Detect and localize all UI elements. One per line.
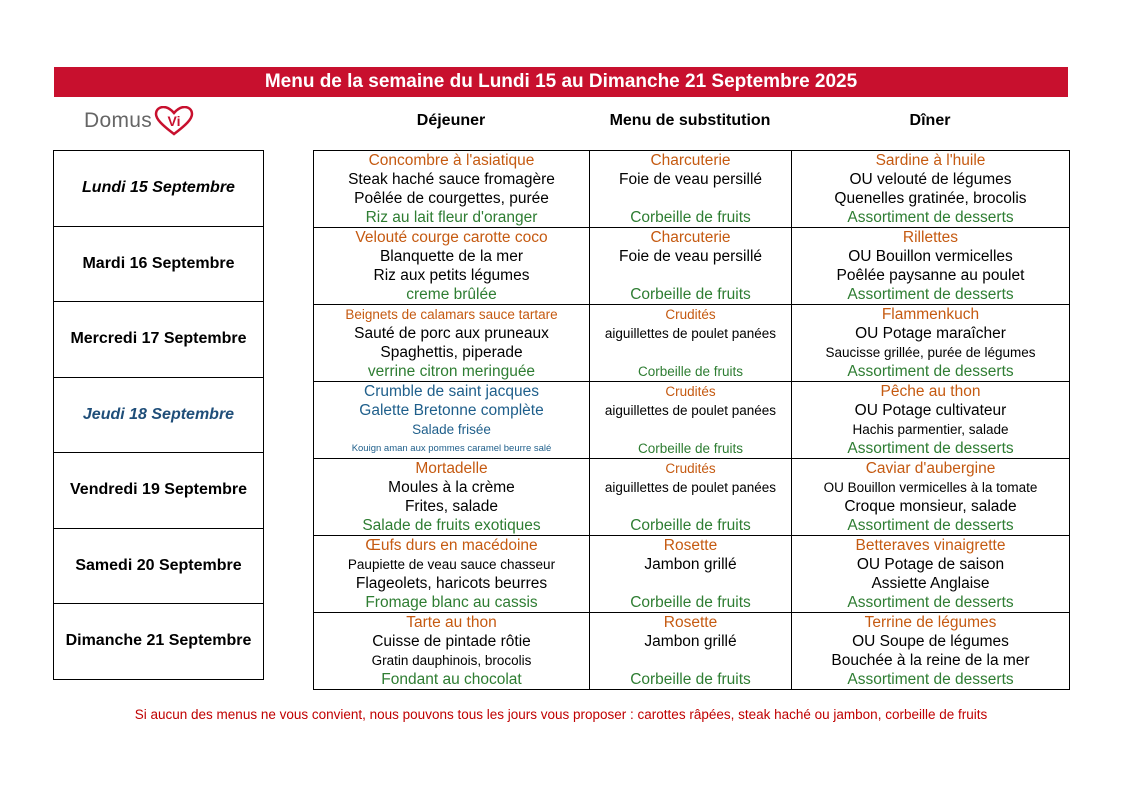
- dessert: Fondant au chocolat: [381, 671, 522, 688]
- side-dish: Poêlée de courgettes, purée: [354, 190, 549, 207]
- sub-side: [590, 497, 791, 516]
- dinner-dessert: Assortiment de desserts: [847, 594, 1014, 611]
- dinner-cell: [792, 151, 1070, 228]
- lunch-cell: [314, 228, 590, 305]
- substitution-cell: [590, 459, 792, 536]
- dinner-main: Bouchée à la reine de la mer: [831, 652, 1030, 669]
- dinner-starter: Caviar d'aubergine: [865, 460, 996, 477]
- menu-row: [314, 228, 1070, 305]
- day-label: Vendredi 19 Septembre: [54, 453, 264, 529]
- main-dish: Sauté de porc aux pruneaux: [354, 325, 549, 342]
- lunch-cell: [314, 305, 590, 382]
- dessert: creme brûlée: [406, 286, 497, 303]
- dinner-cell: [792, 228, 1070, 305]
- sub-main: Jambon grillé: [644, 556, 737, 573]
- sub-dessert: Corbeille de fruits: [630, 517, 751, 534]
- sub-side: [590, 266, 791, 285]
- substitution-cell: [590, 613, 792, 690]
- dinner-dessert: Assortiment de desserts: [847, 440, 1014, 457]
- dinner-dessert: Assortiment de desserts: [847, 671, 1014, 688]
- substitution-cell: [590, 151, 792, 228]
- dinner-soup: OU Bouillon vermicelles à la tomate: [823, 480, 1038, 495]
- main-dish: Moules à la crème: [388, 479, 515, 496]
- dessert: verrine citron meringuée: [367, 363, 536, 380]
- dessert: Salade de fruits exotiques: [362, 517, 541, 534]
- dinner-cell: [792, 305, 1070, 382]
- sub-side: [590, 574, 791, 593]
- starter: Tarte au thon: [406, 614, 497, 631]
- footer-note: Si aucun des menus ne vous convient, nous pouvons tous les jours vous proposer : carottes râpées, steak haché ou jambon, corbeille de fruits: [134, 707, 988, 722]
- dinner-main: Hachis parmentier, salade: [852, 422, 1009, 437]
- sub-main: aiguillettes de poulet panées: [604, 403, 777, 418]
- dinner-soup: OU Potage de saison: [856, 556, 1005, 573]
- starter: Concombre à l'asiatique: [368, 152, 535, 169]
- day-label: Samedi 20 Septembre: [54, 528, 264, 604]
- sub-dessert: Corbeille de fruits: [630, 594, 751, 611]
- dinner-main: Saucisse grillée, purée de légumes: [825, 345, 1036, 360]
- dinner-soup: OU Bouillon vermicelles: [848, 248, 1013, 265]
- lunch-cell: [314, 382, 590, 459]
- menu-table: [313, 150, 1070, 690]
- starter: Crumble de saint jacques: [364, 383, 539, 400]
- dinner-starter: Rillettes: [902, 229, 959, 246]
- dinner-soup: OU Potage maraîcher: [855, 325, 1006, 342]
- substitution-cell: [590, 536, 792, 613]
- day-label: Lundi 15 Septembre: [54, 151, 264, 227]
- lunch-cell: [314, 459, 590, 536]
- sub-dessert: Corbeille de fruits: [630, 209, 751, 226]
- dinner-main: Quenelles gratinée, brocolis: [834, 190, 1027, 207]
- side-dish: Riz aux petits légumes: [373, 267, 530, 284]
- days-table: [53, 150, 264, 680]
- dinner-cell: [792, 382, 1070, 459]
- sub-main: Foie de veau persillé: [618, 248, 763, 265]
- sub-starter: Crudités: [665, 384, 716, 399]
- sub-main: aiguillettes de poulet panées: [604, 480, 777, 495]
- lunch-cell: [314, 613, 590, 690]
- sub-dessert: Corbeille de fruits: [637, 441, 744, 456]
- dinner-dessert: Assortiment de desserts: [847, 363, 1014, 380]
- sub-dessert: Corbeille de fruits: [630, 286, 751, 303]
- dinner-soup: OU Soupe de légumes: [852, 633, 1009, 650]
- side-dish: Salade frisée: [412, 422, 491, 437]
- menu-row: [314, 305, 1070, 382]
- main-dish: Steak haché sauce fromagère: [348, 171, 555, 188]
- starter: Velouté courge carotte coco: [355, 229, 548, 246]
- dinner-soup: OU Potage cultivateur: [854, 402, 1007, 419]
- column-header-dinner: Dîner: [909, 112, 951, 129]
- page-title: Menu de la semaine du Lundi 15 au Dimanche 21 Septembre 2025: [54, 67, 1068, 97]
- dinner-cell: [792, 613, 1070, 690]
- main-dish: Galette Bretonne complète: [359, 402, 544, 419]
- dinner-dessert: Assortiment de desserts: [847, 517, 1014, 534]
- menu-row: [314, 613, 1070, 690]
- side-dish: Spaghettis, piperade: [380, 344, 523, 361]
- side-dish: Flageolets, haricots beurres: [355, 575, 548, 592]
- heart-logo-icon: [154, 106, 194, 136]
- sub-starter: Charcuterie: [650, 152, 731, 169]
- dinner-cell: [792, 459, 1070, 536]
- starter: Beignets de calamars sauce tartare: [345, 307, 558, 322]
- dinner-dessert: Assortiment de desserts: [847, 209, 1014, 226]
- main-dish: Blanquette de la mer: [379, 248, 524, 265]
- day-label: Dimanche 21 Septembre: [54, 604, 264, 680]
- substitution-cell: [590, 228, 792, 305]
- dinner-starter: Flammenkuch: [881, 306, 980, 323]
- day-label: Jeudi 18 Septembre: [54, 377, 264, 453]
- dinner-main: Assiette Anglaise: [871, 575, 990, 592]
- day-label: Mardi 16 Septembre: [54, 226, 264, 302]
- sub-main: aiguillettes de poulet panées: [604, 326, 777, 341]
- menu-row: [314, 459, 1070, 536]
- starter: Œufs durs en macédoine: [365, 537, 538, 554]
- lunch-cell: [314, 151, 590, 228]
- sub-main: Foie de veau persillé: [618, 171, 763, 188]
- sub-side: [590, 420, 791, 439]
- dinner-main: Poêlée paysanne au poulet: [836, 267, 1025, 284]
- domusvi-logo: [84, 104, 194, 138]
- sub-starter: Crudités: [665, 461, 716, 476]
- logo-mark: Vi: [167, 113, 181, 129]
- logo-text: Domus: [84, 109, 153, 132]
- main-dish: Paupiette de veau sauce chasseur: [347, 557, 556, 572]
- day-label: Mercredi 17 Septembre: [54, 302, 264, 378]
- dinner-soup: OU velouté de légumes: [849, 171, 1012, 188]
- dinner-main: Croque monsieur, salade: [844, 498, 1017, 515]
- dinner-cell: [792, 536, 1070, 613]
- starter: Mortadelle: [415, 460, 488, 477]
- dessert: Kouign aman aux pommes caramel beurre salé: [351, 443, 552, 454]
- sub-dessert: Corbeille de fruits: [630, 671, 751, 688]
- dinner-dessert: Assortiment de desserts: [847, 286, 1014, 303]
- side-dish: Frites, salade: [404, 498, 499, 515]
- sub-main: Jambon grillé: [644, 633, 737, 650]
- column-header-substitution: Menu de substitution: [609, 112, 771, 129]
- menu-row: [314, 536, 1070, 613]
- lunch-cell: [314, 536, 590, 613]
- sub-side: [590, 189, 791, 208]
- sub-starter: Charcuterie: [650, 229, 731, 246]
- dinner-starter: Betteraves vinaigrette: [855, 537, 1006, 554]
- menu-row: [314, 382, 1070, 459]
- side-dish: Gratin dauphinois, brocolis: [371, 653, 532, 668]
- dessert: Fromage blanc au cassis: [365, 594, 538, 611]
- dinner-starter: Terrine de légumes: [864, 614, 997, 631]
- sub-starter: Rosette: [663, 537, 718, 554]
- column-header-lunch: Déjeuner: [416, 112, 486, 129]
- substitution-cell: [590, 382, 792, 459]
- sub-side: [590, 651, 791, 670]
- sub-side: [590, 343, 791, 362]
- dinner-starter: Sardine à l'huile: [875, 152, 986, 169]
- substitution-cell: [590, 305, 792, 382]
- main-dish: Cuisse de pintade rôtie: [372, 633, 531, 650]
- sub-dessert: Corbeille de fruits: [637, 364, 744, 379]
- sub-starter: Crudités: [665, 307, 716, 322]
- dinner-starter: Pêche au thon: [880, 383, 981, 400]
- sub-starter: Rosette: [663, 614, 718, 631]
- menu-row: [314, 151, 1070, 228]
- dessert: Riz au lait fleur d'oranger: [365, 209, 538, 226]
